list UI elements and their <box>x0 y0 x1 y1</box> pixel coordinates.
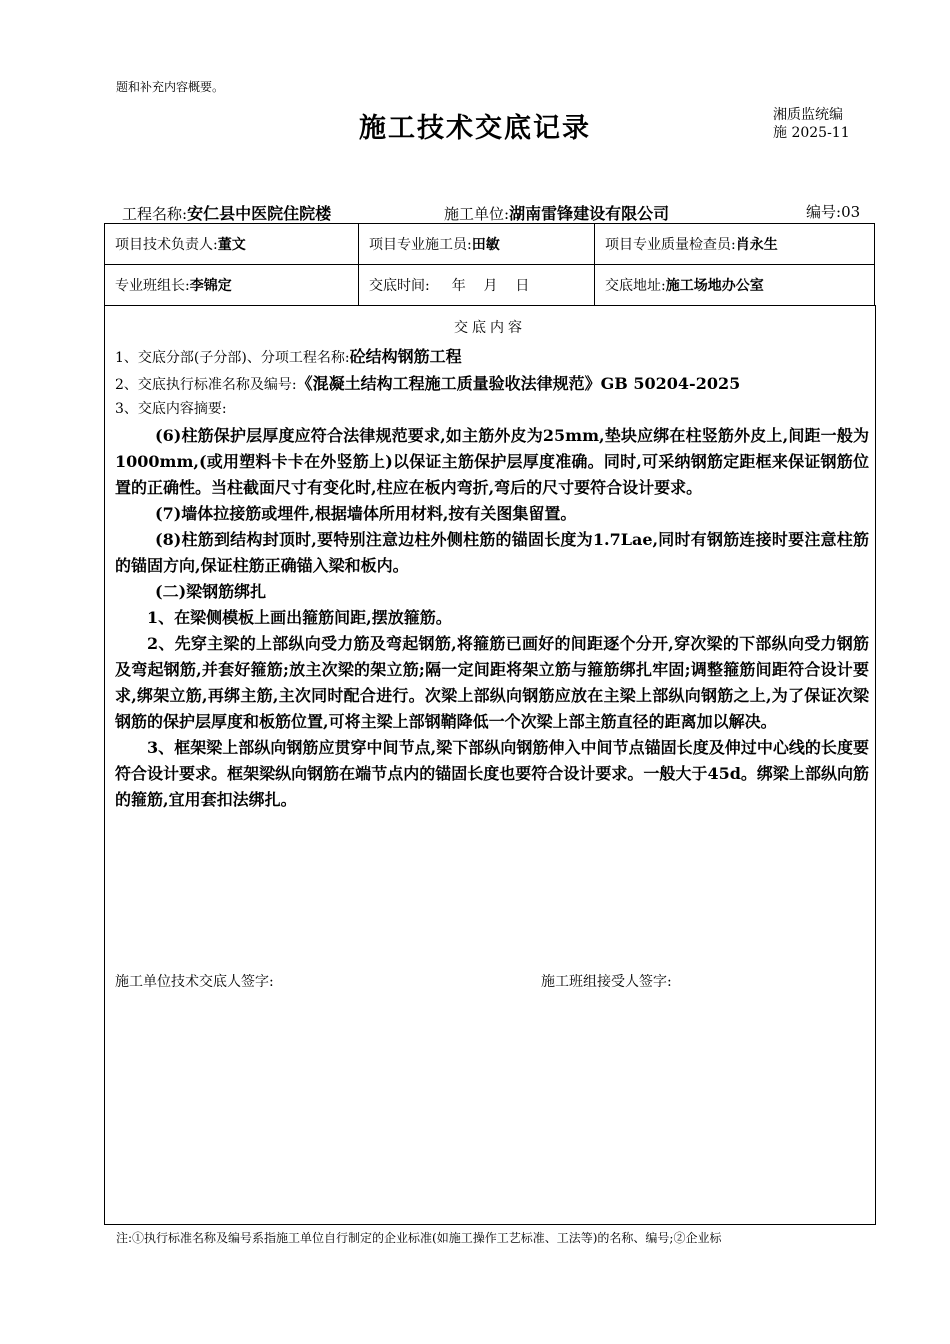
cell-value: 李锦定 <box>189 278 232 294</box>
doc-number <box>806 201 860 222</box>
cell-label: 项目技术负责人: <box>115 237 218 253</box>
team-leader-cell <box>105 265 359 306</box>
contractor-label: 施工单位: <box>444 205 510 223</box>
item-3-label: 3、交底内容摘要: <box>115 401 227 417</box>
doc-number-label: 编号: <box>806 203 842 221</box>
quality-inspector-cell <box>595 224 875 265</box>
paragraph: 2、先穿主梁的上部纵向受力筋及弯起钢筋,将箍筋已画好的间距逐个分开,穿次梁的下部纵向受力钢筋及弯起钢筋,并套好箍筋;放主次梁的架立筋;隔一定间距将架立筋与箍筋绑扎牢固;调整箍筋间距符合设计要求,绑架立筋,再绑主筋,主次同时配合进行。次梁上部纵向钢筋应放在主梁上部纵向钢筋之上,为了保证次梁钢筋的保护层厚度和板筋位置,可将主梁上部钢鞘降低一个次梁上部主筋直径的距离加以解决。 <box>115 634 869 731</box>
sign-left: 施工单位技术交底人签字: <box>115 974 274 990</box>
cell-label: 项目专业质量检查员: <box>605 237 736 253</box>
cell-label: 项目专业施工员: <box>369 237 472 253</box>
item-2 <box>115 371 740 394</box>
cell-value: 董文 <box>217 237 246 253</box>
section-title: 交底内容 <box>454 320 526 336</box>
page-title: 施工技术交底记录 <box>359 113 591 144</box>
cell-label: 交底地址: <box>605 278 666 294</box>
cell-value: 肖永生 <box>735 237 778 253</box>
summary-content <box>115 423 869 813</box>
cell-label: 交底时间: <box>369 278 430 294</box>
paragraph: 1、在梁侧模板上画出箍筋间距,摆放箍筋。 <box>147 608 452 627</box>
briefing-time-cell <box>359 265 595 306</box>
paragraph: 3、框架梁上部纵向钢筋应贯穿中间节点,梁下部纵向钢筋伸入中间节点锚固长度及伸过中心线的长度要符合设计要求。框架梁纵向钢筋在端节点内的锚固长度也要符合设计要求。一般大于45d。绑梁上部纵向筋的箍筋,宜用套扣法绑扎。 <box>115 738 869 809</box>
item-1 <box>115 344 462 367</box>
doc-number-value: 03 <box>841 203 861 221</box>
cell-value: 年 月 日 <box>451 278 530 294</box>
form-code-line2: 施 2025-11 <box>773 125 850 141</box>
paragraph: (6)柱筋保护层厚度应符合法律规范要求,如主筋外皮为25mm,垫块应绑在柱竖筋外皮上,间距一般为1000mm,(或用塑料卡卡在外竖筋上)以保证主筋保护层厚度准确。同时,可采纳钢筋定距框来保证钢筋位置的正确性。当柱截面尺寸有变化时,柱应在板内弯折,弯后的尺寸要符合设计要求。 <box>115 426 869 497</box>
project-name <box>122 201 331 224</box>
paragraph: (7)墙体拉接筋或埋件,根据墙体所用材料,按有关图集留置。 <box>155 504 577 523</box>
sign-right: 施工班组接受人签字: <box>541 974 672 990</box>
contractor <box>444 201 669 224</box>
table-row <box>105 265 875 306</box>
table-row <box>105 224 875 265</box>
personnel-table <box>104 223 875 306</box>
paragraph: (二)梁钢筋绑扎 <box>155 582 267 601</box>
paragraph: (8)柱筋到结构封顶时,要特别注意边柱外侧柱筋的锚固长度为1.7Lae,同时有钢筋连接时要注意柱筋的锚固方向,保证柱筋正确锚入梁和板内。 <box>115 530 869 575</box>
site-engineer-cell <box>359 224 595 265</box>
item-3 <box>115 398 227 418</box>
project-name-label: 工程名称: <box>122 205 188 223</box>
tech-lead-cell <box>105 224 359 265</box>
contractor-value: 湖南雷锋建设有限公司 <box>509 204 670 223</box>
project-name-value: 安仁县中医院住院楼 <box>187 204 332 223</box>
briefing-location-cell <box>595 265 875 306</box>
cell-value: 施工场地办公室 <box>665 278 764 294</box>
cell-value: 田敏 <box>471 237 500 253</box>
item-2-value: 《混凝土结构工程施工质量验收法律规范》GB 50204-2025 <box>296 374 741 393</box>
item-2-label: 2、交底执行标准名称及编号: <box>115 377 297 393</box>
cell-label: 专业班组长: <box>115 278 190 294</box>
footnote: 注:①执行标准名称及编号系指施工单位自行制定的企业标准(如施工操作工艺标准、工法等)的名称、编号;②企业标 <box>116 1231 722 1245</box>
briefing-content-box <box>104 305 876 1225</box>
top-note: 题和补充内容概要。 <box>116 80 225 94</box>
item-1-label: 1、交底分部(子分部)、分项工程名称: <box>115 350 350 366</box>
item-1-value: 砼结构钢筋工程 <box>349 347 462 366</box>
form-code <box>773 106 850 142</box>
form-code-line1: 湘质监统编 <box>773 107 843 123</box>
